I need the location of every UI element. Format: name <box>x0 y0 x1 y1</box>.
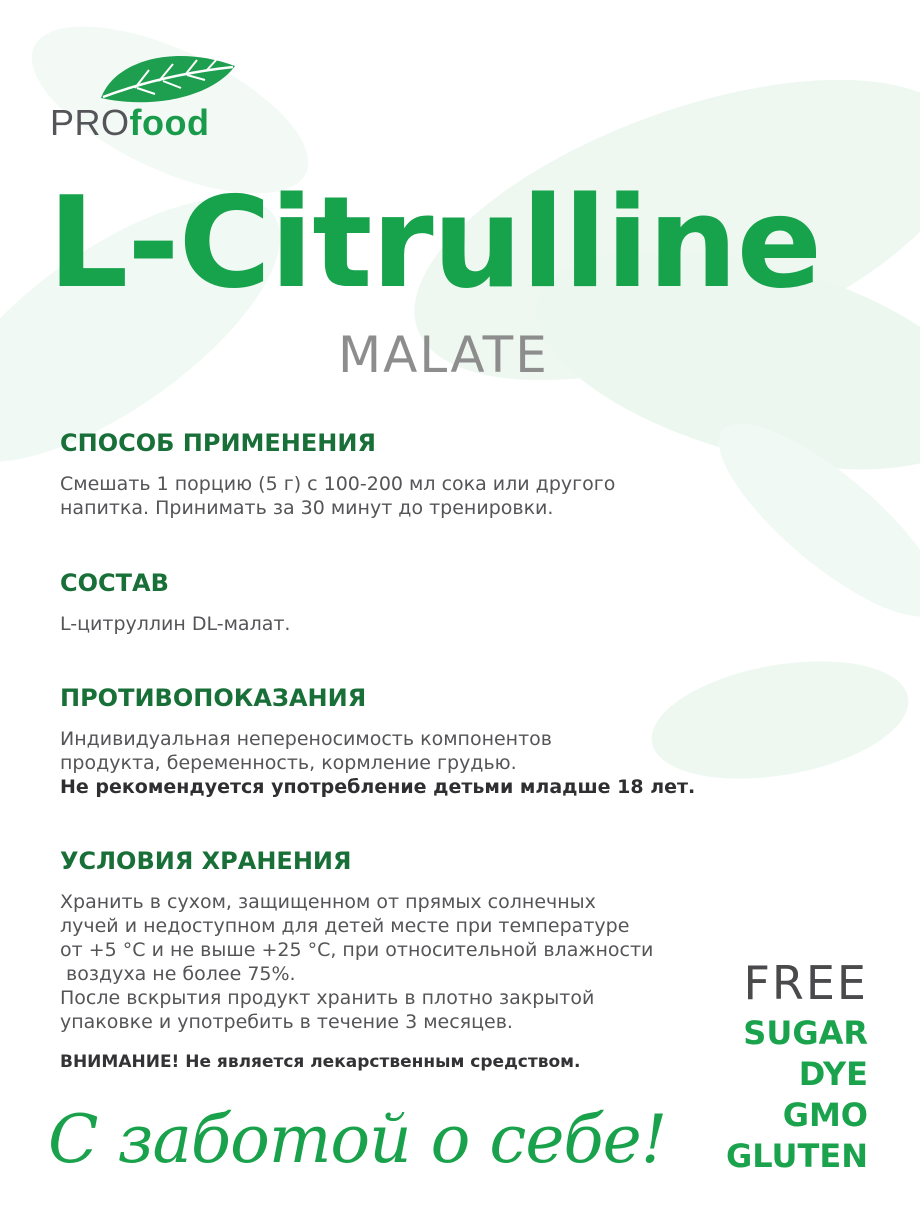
brand-logo <box>50 48 250 143</box>
brand-name <box>50 102 209 144</box>
section-line: продукта, беременность, кормление грудью. <box>60 752 517 774</box>
section-line: от +5 °С и не выше +25 °С, при относительной влажности <box>60 939 654 961</box>
section-line: лучей и недоступном для детей месте при температуре <box>60 915 630 937</box>
section-line: После вскрытия продукт хранить в плотно закрытой <box>60 987 595 1009</box>
section-composition <box>60 568 740 636</box>
free-item-sugar: SUGAR <box>743 1014 868 1052</box>
section-line: L-цитруллин DL-малат. <box>60 613 291 635</box>
leaf-icon <box>95 48 240 106</box>
section-body <box>60 890 740 1034</box>
section-line: напитка. Принимать за 30 минут до тренировки. <box>60 497 554 519</box>
section-line: Смешать 1 порцию (5 г) с 100-200 мл сока или другого <box>60 473 616 495</box>
brand-name-food: food <box>129 102 210 143</box>
product-subtitle: MALATE <box>338 326 549 384</box>
section-body <box>60 727 740 799</box>
brand-name-pro: PRO <box>50 102 130 143</box>
section-body <box>60 612 740 636</box>
section-contraindications <box>60 683 740 799</box>
slogan: С заботой о себе! <box>48 1101 667 1178</box>
section-line: упаковке и употребить в течение 3 месяцев. <box>60 1011 513 1033</box>
section-storage <box>60 846 740 1034</box>
free-from-list <box>726 953 868 1177</box>
section-title: СОСТАВ <box>60 569 169 597</box>
section-usage <box>60 428 740 520</box>
section-line: Индивидуальная непереносимость компонентов <box>60 728 552 750</box>
free-item-gmo: GMO <box>782 1096 868 1134</box>
age-restriction: Не рекомендуется употребление детьми младше 18 лет. <box>60 776 696 798</box>
free-item-dye: DYE <box>798 1055 868 1093</box>
section-title: СПОСОБ ПРИМЕНЕНИЯ <box>60 429 376 457</box>
section-body <box>60 472 740 520</box>
section-line: воздуха не более 75%. <box>60 963 296 985</box>
section-title: УСЛОВИЯ ХРАНЕНИЯ <box>60 847 352 875</box>
medical-warning: ВНИМАНИЕ! Не является лекарственным средством. <box>60 1052 581 1072</box>
free-title: FREE <box>743 956 868 1010</box>
free-item-gluten: GLUTEN <box>726 1137 868 1175</box>
section-line: Хранить в сухом, защищенном от прямых солнечных <box>60 891 596 913</box>
product-title: L-Citrulline <box>48 169 822 316</box>
section-title: ПРОТИВОПОКАЗАНИЯ <box>60 684 367 712</box>
